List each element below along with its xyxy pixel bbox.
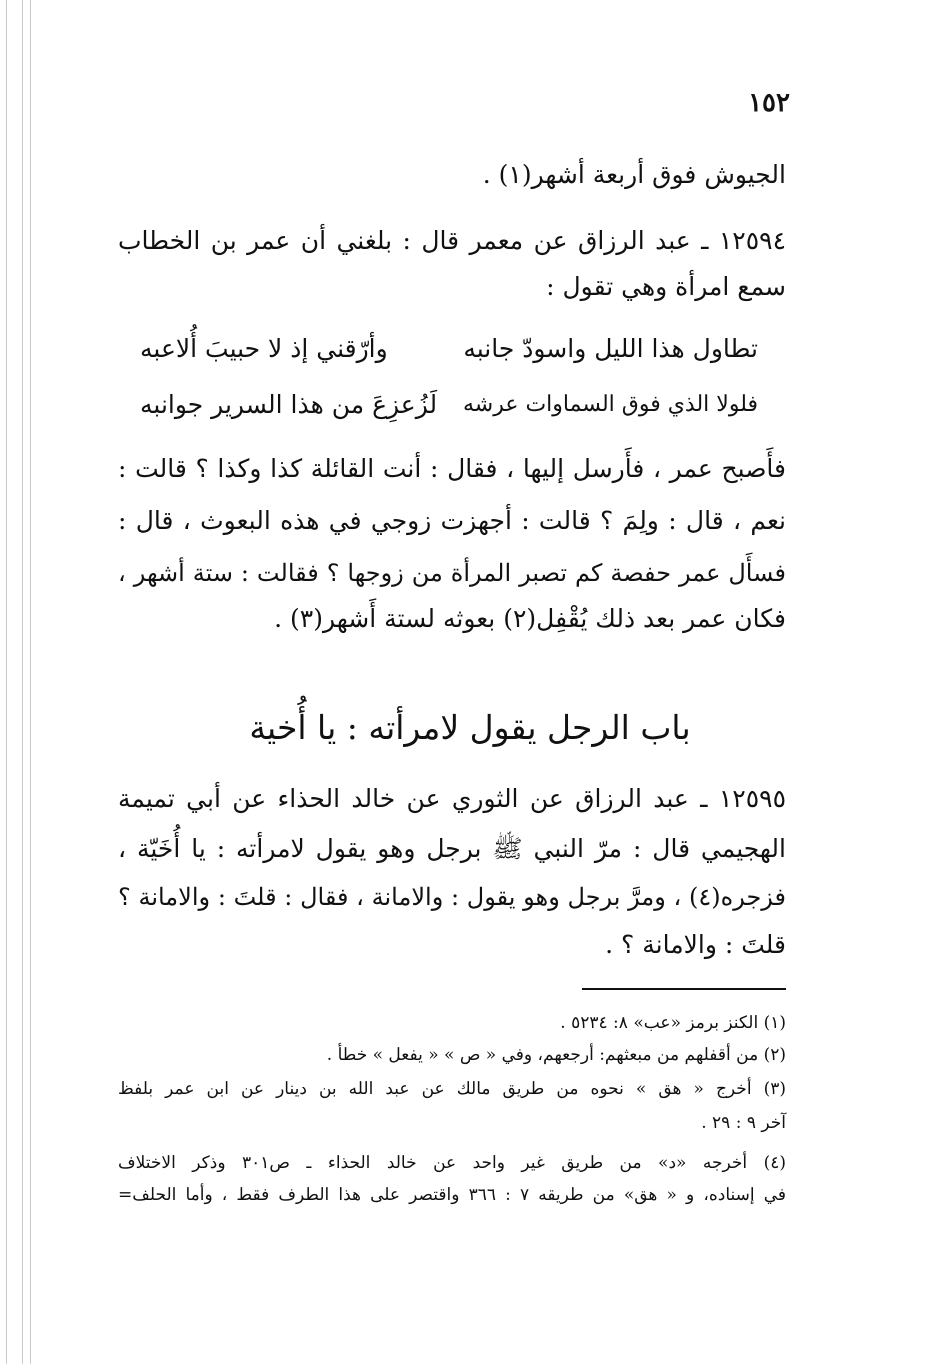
footnote: (١) الكنز برمز «عب» ٨: ٥٢٣٤ . bbox=[560, 1013, 786, 1033]
chapter-heading: باب الرجل يقول لامرأته : يا أُخية bbox=[249, 708, 691, 747]
hadith-12595-line: فزجره(٤) ، ومرَّ برجل وهو يقول : والامانة ، فقال : قلتَ : والامانة ؟ bbox=[118, 883, 786, 911]
hadith-12595-line: ١٢٥٩٥ ـ عبد الرزاق عن الثوري عن خالد الحذاء عن أبي تميمة bbox=[118, 784, 786, 813]
scan-edge-line bbox=[22, 0, 23, 1364]
hadith-12594-line: سمع امرأة وهي تقول : bbox=[546, 272, 786, 301]
hadith-12595-line: قلتَ : والامانة ؟ . bbox=[605, 930, 786, 959]
hadith-12594-line: ١٢٥٩٤ ـ عبد الرزاق عن معمر قال : بلغني أن عمر بن الخطاب bbox=[118, 226, 786, 255]
hadith-12595-line: الهجيمي قال : مرّ النبي ﷺ برجل وهو يقول لامرأته : يا أُخَيّة ، bbox=[118, 834, 786, 863]
poem-hemistich-left: لَزُعزِعَ من هذا السرير جوانبه bbox=[140, 390, 438, 419]
poem-hemistich-right: فلولا الذي فوق السماوات عرشه bbox=[462, 392, 758, 417]
hadith-12594-text-line: فكان عمر بعد ذلك يُقْفِل(٢) بعوثه لستة أَشهر(٣) . bbox=[274, 604, 786, 633]
hadith-12594-text-line: فسأَل عمر حفصة كم تصبر المرأة من زوجها ؟ فقالت : ستة أشهر ، bbox=[118, 559, 786, 587]
footnote-separator bbox=[582, 988, 786, 990]
hadith-12594-text-line: فأَصبح عمر ، فأَرسل إليها ، فقال : أنت القائلة كذا وكذا ؟ قالت : bbox=[118, 454, 786, 483]
scan-edge-line bbox=[6, 0, 7, 1364]
poem-hemistich-left: وأرّقني إذ لا حبيبَ أُلاعبه bbox=[140, 334, 388, 363]
footnote-continuation: في إسناده، و « هق» من طريقه ٧ : ٣٦٦ واقتصر على هذا الطرف فقط ، وأما الحلف= bbox=[118, 1185, 787, 1205]
footnote: (٤) أخرجه «د» من طريق غير واحد عن خالد الحذاء ـ ص٣٠١ وذكر الاختلاف bbox=[118, 1153, 786, 1173]
scan-edge-line bbox=[30, 0, 31, 1364]
footnote-continuation: آخر ٩ : ٢٩ . bbox=[701, 1113, 786, 1133]
footnote: (٢) من أقفلهم من مبعثهم: أرجعهم، وفي « ص » « يفعل » خطأ . bbox=[326, 1045, 786, 1065]
text-line: الجيوش فوق أربعة أشهر(١) . bbox=[482, 160, 786, 189]
footnote: (٣) أخرج « هق » نحوه من طريق مالك عن عبد الله بن دينار عن ابن عمر بلفظ bbox=[118, 1079, 786, 1099]
poem-hemistich-right: تطاول هذا الليل واسودّ جانبه bbox=[463, 334, 758, 363]
page-number: ١٥٢ bbox=[748, 88, 790, 118]
hadith-12594-text-line: نعم ، قال : ولِمَ ؟ قالت : أجهزت زوجي في هذه البعوث ، قال : bbox=[118, 506, 786, 535]
